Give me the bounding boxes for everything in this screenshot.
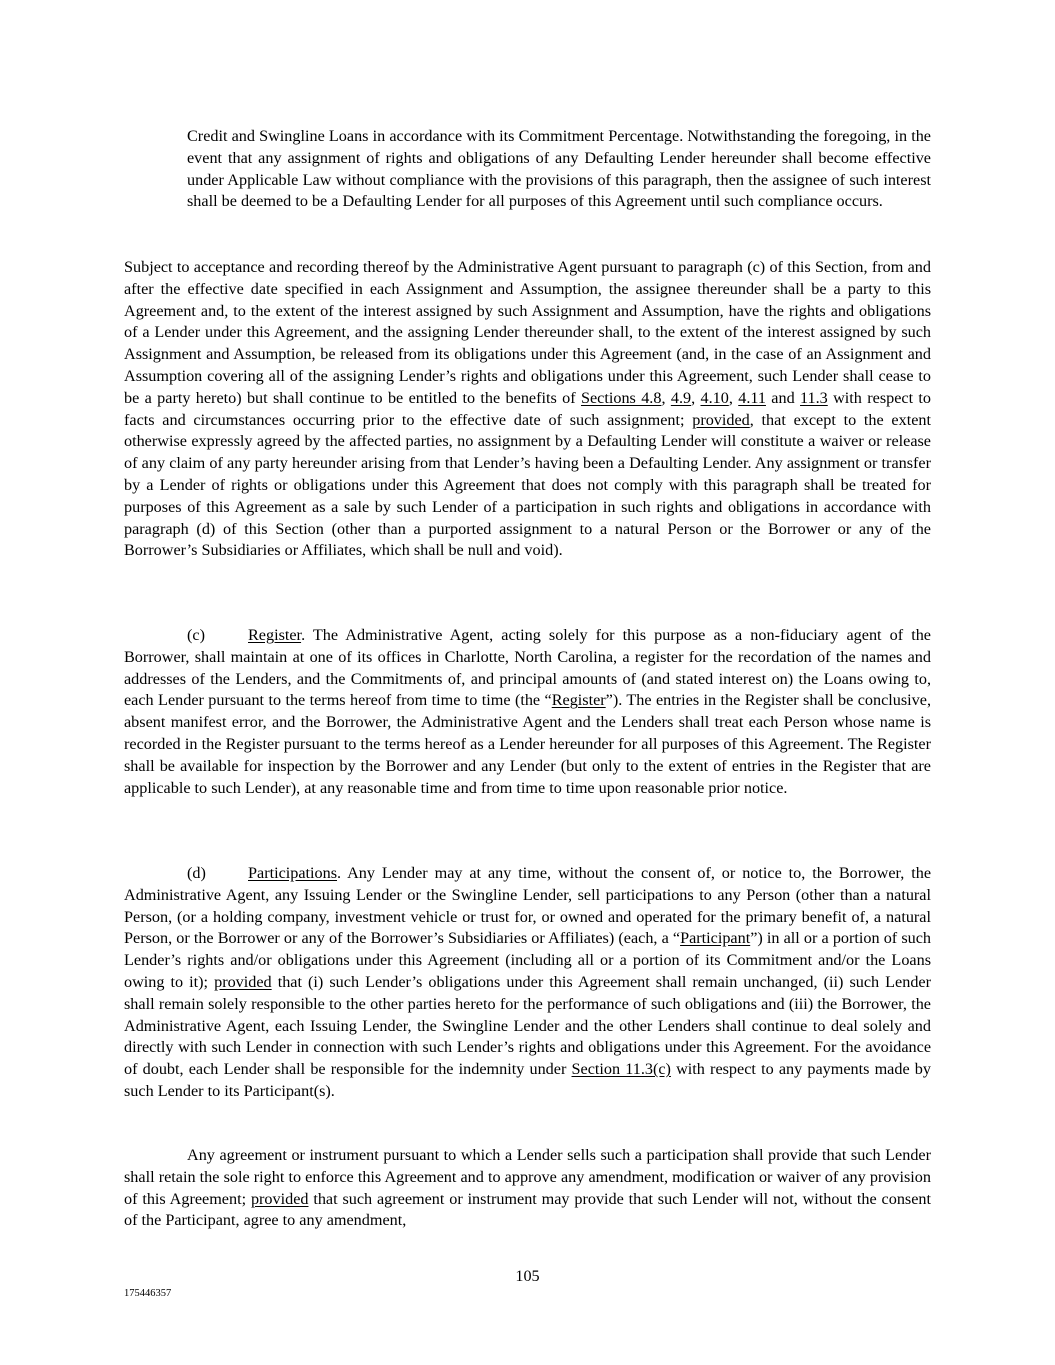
provided-term: provided (692, 410, 750, 429)
separator: , (661, 388, 671, 407)
section-reference: Sections 4.8 (580, 388, 662, 407)
paragraph-assignment-continuation (187, 126, 931, 213)
separator: and (765, 388, 801, 407)
paragraph-participation-agreement (124, 1145, 931, 1232)
page-number: 105 (515, 1267, 540, 1285)
paragraph-text: with respect to facts and circumstances occurring prior to the effective date of such assignment; (124, 388, 932, 429)
paragraph-text: . Any Lender may at any time, without the consent of, or notice to, the Borrower, the Administrative Agent, any Issuing Lender or the Swingline Lender, sell participations to any Person (other than a natural Person, (or a holding company, investment vehicle or trust for, or owned and operated for the primary benefit of, a natural Person, or the Borrower or any of the Borrower’s Subsidiaries or Affiliates) (each, a “ (124, 864, 931, 948)
paragraph-text: that (i) such Lender’s obligations under this Agreement shall remain unchanged, (ii) such Lender shall remain solely responsible to the other parties hereto for the performance of such obligations and (iii) the Borrower, the Administrative Agent, each Issuing Lender, the Swingline Lender and the other Lenders shall continue to deal solely and directly with such Lender in connection with such Lender’s rights and obligations under this Agreement. For the avoidance of doubt, each Lender shall be responsible for the indemnity under (124, 972, 932, 1079)
paragraph-text: Any agreement or instrument pursuant to which a Lender sells such a participation shall provide that such Lender shall retain the sole right to enforce this Agreement and to approve any amendment, modification or waiver of any provision of this Agreement; (124, 1146, 931, 1208)
clause-label: (c) (187, 626, 205, 644)
defined-term: Participant (680, 929, 751, 948)
provided-term: provided (214, 972, 272, 991)
paragraph-text: ”). The entries in the Register shall be conclusive, absent manifest error, and the Borrower, the Administrative Agent and the Lenders shall treat each Person whose name is recorded in the Register pursuant to the terms hereof as a Lender hereunder for all purposes of this Agreement. The Register shall be available for inspection by the Borrower and any Lender (but only to the extent of entries in the Register that are applicable to such Lender), at any reasonable time and from time to time upon reasonable prior notice. (124, 691, 931, 797)
defined-term: Register (551, 691, 606, 710)
provided-term: provided (250, 1189, 309, 1208)
paragraph-text: Subject to acceptance and recording thereof by the Administrative Agent pursuant to paragraph (c) of this Section, from and after the effective date specified in each Assignment and Assumption, the assignee thereunder shall be a party to this Agreement and, to the extent of the interest assigned by such Assignment and Assumption, have the rights and obligations of a Lender under this Agreement, and the assigning Lender thereunder shall, to the extent of the interest assigned by such Assignment and Assumption, be released from its obligations under this Agreement (and, in the case of an Assignment and Assumption covering all of the assigning Lender’s rights and obligations under this Agreement, such Lender shall cease to be a party hereto) but shall continue to be entitled to the benefits of (124, 258, 931, 407)
paragraph-register (124, 625, 931, 799)
section-reference: 11.3 (800, 388, 828, 407)
section-reference: 4.11 (738, 388, 766, 407)
paragraph-text: that such agreement or instrument may provide that such Lender will not, without the consent of the Participant, agree to any amendment, (124, 1189, 931, 1230)
separator: , (728, 388, 739, 407)
paragraph-text: with respect to any payments made by such Lender to its Participant(s). (124, 1060, 931, 1100)
paragraph-text: . The Administrative Agent, acting solely for this purpose as a non-fiduciary agent of the Borrower, shall maintain at one of its offices in Charlotte, North Carolina, a register for the recordation of the names and addresses of the Lenders, and the Commitments of, and principal amounts of (and stated interest on) the Loans owing to, each Lender pursuant to the terms hereof from time to time (the “ (124, 626, 931, 710)
paragraph-text: ”) in all or a portion of such Lender’s rights and/or obligations under this Agreement (including all or a portion of its Commitment and/or the Loans owing to it); (124, 929, 931, 991)
paragraph-text: , that except to the extent otherwise expressly agreed by the affected parties, no assignment by a Defaulting Lender will constitute a waiver or release of any claim of any party hereunder arising from that Lender’s having been a Defaulting Lender. Any assignment or transfer by a Lender of rights or obligations under this Agreement that does not comply with this paragraph shall be treated for purposes of this Agreement as a sale by such Lender of a participation in such rights and obligations in accordance with paragraph (d) of this Section (other than a purported assignment to a natural Person or the Borrower or any of the Borrower’s Subsidiaries or Affiliates, which shall be null and void). (124, 410, 931, 560)
document-id: 175446357 (124, 1288, 172, 1299)
paragraph-participations (124, 863, 931, 1103)
clause-heading: Register (248, 626, 302, 644)
clause-label: (d) (187, 864, 206, 882)
clause-heading: Participations (248, 864, 338, 882)
section-reference: 4.10 (700, 388, 729, 407)
paragraph-text: Credit and Swingline Loans in accordance with its Commitment Percentage. Notwithstanding the foregoing, in the event that any assignment of rights and obligations of any Defaulting Lender hereunder shall become effective under Applicable Law without compliance with the provisions of this paragraph, then the assignee of such interest shall be deemed to be a Defaulting Lender for all purposes of this Agreement until such compliance occurs. (187, 127, 931, 211)
section-reference: 4.9 (670, 388, 692, 407)
separator: , (691, 388, 701, 407)
paragraph-assignment-effect (124, 257, 931, 562)
section-reference: Section 11.3(c) (571, 1060, 671, 1079)
